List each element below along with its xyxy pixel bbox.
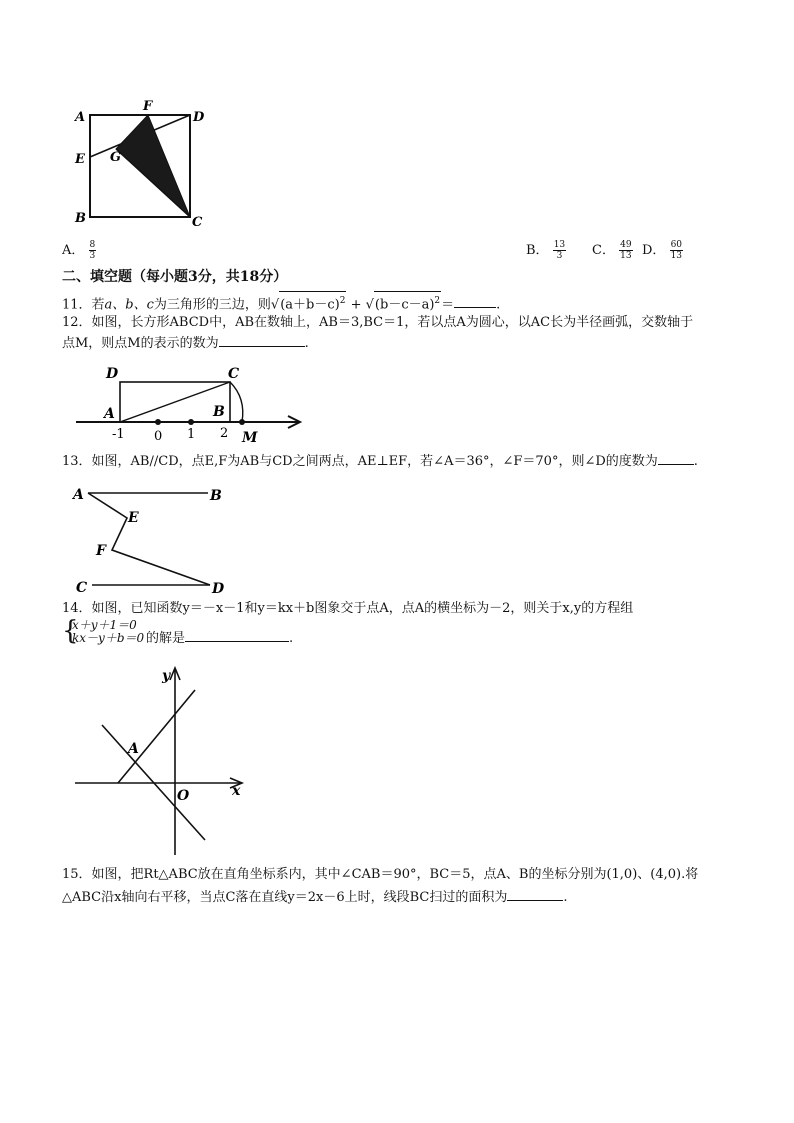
label-d: D	[193, 110, 205, 125]
q11-lead: 11．若	[62, 297, 105, 313]
q10-option-d[interactable]	[642, 240, 683, 261]
q13-text: 13．如图，AB//CD，点E,F为AB与CD之间两点，AE⊥EF，若∠A＝36°，∠F＝70°，则∠D的度数为	[62, 454, 658, 469]
point-m	[239, 419, 245, 425]
q14-eq1: x＋y＋1＝0	[72, 618, 137, 632]
option-c-label: C．	[592, 243, 615, 258]
question-12-line2	[62, 334, 309, 353]
label-c: C	[76, 580, 88, 596]
label-a: A	[75, 110, 86, 125]
question-12-line1: 12．如图，长方形ABCD中，AB在数轴上，AB＝3,BC＝1，若以点A为圆心，以AC长为半径画弧，交数轴于	[62, 315, 694, 330]
q11-root2	[374, 291, 441, 314]
tick-0	[155, 419, 161, 425]
question-15-line1: 15．如图，把Rt△ABC放在直角坐标系内，其中∠CAB＝90°，BC＝5，点A、B的坐标分别为(1,0)、(4,0).将	[62, 867, 699, 882]
q14-end: .	[289, 631, 294, 646]
numerator: 60	[670, 240, 683, 250]
numerator: 13	[553, 240, 566, 250]
label-y: y	[162, 668, 171, 684]
label-m: M	[242, 430, 258, 446]
path-a-e-f-d	[88, 493, 210, 585]
label-f: F	[143, 99, 153, 114]
root1-expr: (a＋b－c)	[280, 297, 340, 313]
label-c: C	[228, 366, 240, 382]
q12-figure	[70, 360, 310, 450]
numerator: 8	[89, 240, 96, 250]
sqrt-icon: √	[270, 297, 280, 313]
option-a-label: A．	[62, 243, 85, 258]
q10-option-b[interactable]	[526, 240, 566, 261]
answer-blank[interactable]	[219, 334, 305, 347]
tick-1	[188, 419, 194, 425]
q11-root1	[279, 291, 346, 314]
tick-label: 1	[187, 427, 196, 442]
option-c-fraction	[619, 240, 632, 261]
option-b-fraction	[553, 240, 566, 261]
option-a-fraction	[89, 240, 97, 261]
option-d-label: D．	[642, 243, 666, 258]
root1-exp: 2	[339, 296, 346, 306]
label-x: x	[232, 783, 241, 799]
q14-tail-text: 的解是	[146, 631, 186, 646]
label-b: B	[210, 488, 222, 504]
q14-figure	[70, 660, 260, 860]
q11-mid: 为三角形的三边，则	[153, 297, 271, 313]
option-b-label: B．	[526, 243, 549, 258]
arc-cm	[230, 382, 243, 422]
label-b: B	[75, 211, 86, 226]
label-d: D	[106, 366, 119, 382]
section-title: 二、填空题（每小题3分，共18分）	[62, 269, 288, 285]
label-e: E	[128, 510, 139, 526]
label-a: A	[128, 741, 139, 757]
shaded-triangle	[116, 115, 190, 217]
option-d-fraction	[670, 240, 683, 261]
question-11	[62, 291, 500, 314]
label-f: F	[96, 543, 106, 559]
denominator: 3	[556, 251, 563, 261]
q12-text: 点M，则点M的表示的数为	[62, 336, 219, 351]
label-a: A	[104, 406, 115, 422]
label-c: C	[192, 215, 203, 230]
brace-icon: {	[62, 616, 79, 646]
denominator: 13	[620, 251, 632, 261]
root2-exp: 2	[434, 296, 441, 306]
tick-label: -1	[112, 427, 125, 442]
label-a: A	[73, 487, 84, 503]
question-13	[62, 452, 698, 471]
q11-eq: ＝	[441, 297, 455, 313]
root2-expr: (b－c－a)	[374, 297, 435, 313]
q15-end: .	[563, 890, 568, 905]
q10-option-c[interactable]	[592, 240, 633, 261]
tick-label: 2	[220, 426, 229, 441]
question-15-line2	[62, 888, 568, 907]
q13-end: .	[693, 454, 698, 469]
label-b: B	[213, 404, 225, 420]
line-kx-b	[118, 690, 195, 783]
label-d: D	[212, 581, 225, 597]
numerator: 49	[620, 240, 632, 250]
q15-text: △ABC沿x轴向右平移，当点C落在直线y＝2x－6上时，线段BC扫过的面积为	[62, 890, 508, 905]
denominator: 13	[670, 251, 683, 261]
q14-eq2: kx－y＋b＝0	[72, 631, 145, 645]
q11-plus: +	[346, 297, 366, 313]
q10-figure	[70, 95, 220, 235]
label-g: G	[110, 150, 122, 165]
denominator: 3	[89, 251, 96, 261]
answer-blank[interactable]	[454, 295, 496, 308]
q10-option-a[interactable]	[62, 240, 96, 261]
answer-blank[interactable]	[185, 629, 289, 642]
answer-blank[interactable]	[658, 452, 694, 465]
tick-label: 0	[154, 429, 163, 444]
answer-blank[interactable]	[507, 888, 563, 901]
label-o: O	[177, 788, 190, 804]
sqrt-icon: √	[365, 297, 374, 313]
q12-end: .	[304, 336, 309, 351]
label-e: E	[75, 152, 85, 167]
question-14-line1: 14．如图，已知函数y＝－x－1和y＝kx＋b图象交于点A，点A的横坐标为－2，则关于x,y的方程组	[62, 601, 634, 616]
q14-tail	[146, 629, 293, 648]
q11-end: .	[496, 297, 501, 313]
q11-vars: a、b、c	[104, 297, 154, 313]
q13-figure	[70, 480, 240, 600]
